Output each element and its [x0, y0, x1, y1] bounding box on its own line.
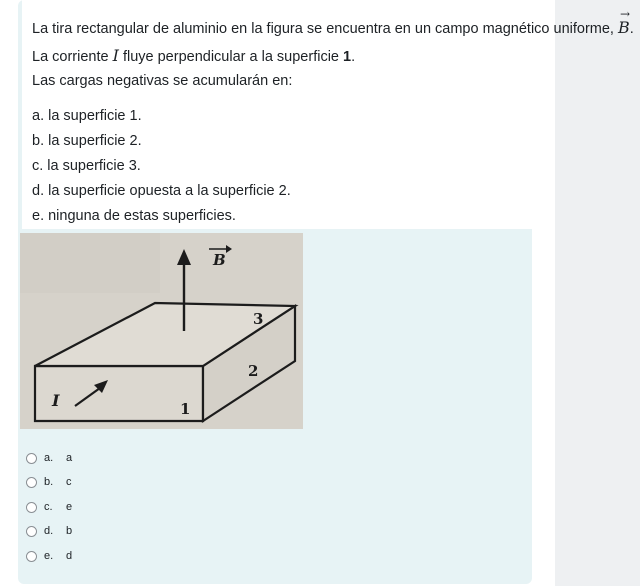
block-front-face [35, 366, 203, 421]
surface-number: 1 [343, 49, 352, 65]
question-line-2-end: . [351, 49, 356, 65]
answer-letter: c. [44, 501, 53, 513]
question-line-2-start: La corriente [32, 49, 113, 65]
question-option-a: a. la superficie 1. [32, 108, 142, 124]
answer-option-b[interactable] [26, 474, 72, 490]
answer-letter: b. [44, 476, 54, 488]
question-option-e: e. ninguna de estas superficies. [32, 208, 236, 224]
side-panel [555, 0, 640, 586]
figure-aluminum-strip [20, 233, 303, 429]
figure-drawing [20, 233, 303, 429]
question-line-2-mid: fluye perpendicular a la superficie [118, 49, 344, 65]
question-line-1-text: La tira rectangular de aluminio en la figura se encuentra en un campo magnético uniforme, [32, 21, 618, 37]
radio-button[interactable] [26, 453, 37, 464]
question-line-1 [32, 18, 634, 37]
answer-text: b [66, 525, 73, 537]
figure-label-i: I [52, 391, 60, 410]
figure-label-3: 3 [253, 310, 264, 328]
question-option-b: b. la superficie 2. [32, 133, 142, 149]
answer-option-c[interactable] [26, 499, 72, 515]
answer-text: c [66, 476, 72, 488]
question-line-1-end: . [629, 21, 634, 37]
current-symbol: I [112, 46, 119, 65]
answer-text: d [66, 550, 73, 562]
answer-option-a[interactable] [26, 450, 72, 466]
radio-button[interactable] [26, 477, 37, 488]
figure-label-2: 2 [248, 362, 259, 380]
figure-shade [20, 233, 160, 293]
radio-button[interactable] [26, 502, 37, 513]
b-field-symbol: → B [618, 18, 630, 37]
question-text [22, 0, 634, 229]
answer-letter: a. [44, 452, 54, 464]
radio-button[interactable] [26, 526, 37, 537]
radio-button[interactable] [26, 551, 37, 562]
question-option-d: d. la superficie opuesta a la superficie 2. [32, 183, 291, 199]
answer-option-d[interactable] [26, 523, 72, 539]
answer-letter: d. [44, 525, 54, 537]
figure-label-1: 1 [180, 400, 191, 418]
answer-text: a [66, 452, 73, 464]
answer-text: e [66, 501, 73, 513]
answer-option-e[interactable] [26, 548, 72, 564]
question-option-c: c. la superficie 3. [32, 158, 141, 174]
figure-label-b: B [213, 251, 226, 269]
question-line-2 [32, 46, 355, 65]
question-line-3: Las cargas negativas se acumularán en: [32, 73, 293, 89]
answer-letter: e. [44, 550, 54, 562]
